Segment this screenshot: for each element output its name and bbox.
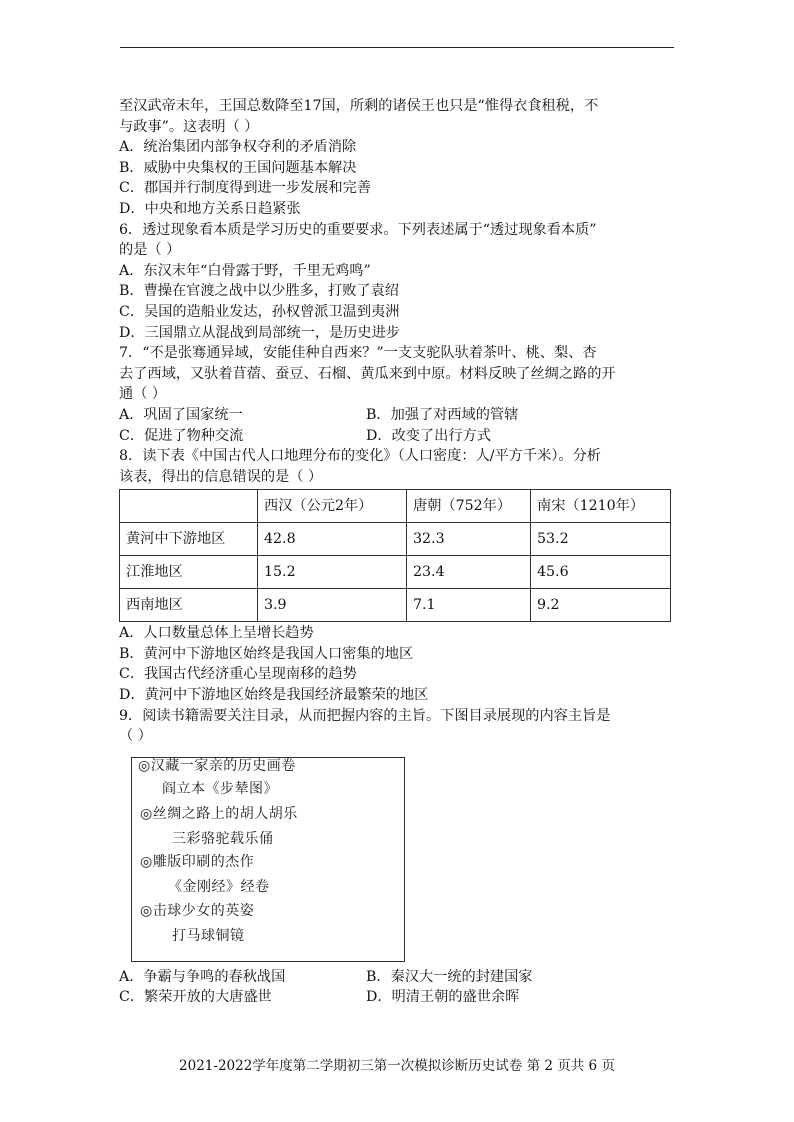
- table-header-cell: 西汉（公元2年）: [258, 490, 407, 523]
- q8-option-d: D．黄河中下游地区始终是我国经济最繁荣的地区: [119, 687, 429, 704]
- q7-option-a: A．巩固了国家统一: [119, 406, 243, 423]
- q8-option-b: B．黄河中下游地区始终是我国人口密集的地区: [119, 645, 414, 662]
- toc-entry: ◎击球少女的英姿: [140, 902, 255, 919]
- toc-entry: ◎丝绸之路上的胡人胡乐: [140, 805, 298, 822]
- q5-stem-line-2: 与政事”。这表明（ ）: [119, 118, 259, 135]
- table-cell: 西南地区: [120, 589, 258, 622]
- q6-option-a: A．东汉末年“白骨露于野，千里无鸡鸣”: [119, 262, 371, 279]
- q9-options-row-2: [119, 987, 679, 1008]
- table-header-row: [120, 490, 671, 523]
- exam-content: [119, 96, 679, 1008]
- q6-option-b: B．曹操在官渡之战中以少胜多，打败了袁绍: [119, 283, 399, 300]
- table-row: [120, 589, 671, 622]
- book-contents-image: [131, 757, 405, 962]
- q9-option-d: D．明清王朝的盛世余晖: [366, 989, 520, 1006]
- q7-stem-line-2: 去了西域，又驮着苜蓿、蚕豆、石榴、黄瓜来到中原。材料反映了丝绸之路的开: [119, 365, 616, 382]
- q7-options-row-2: [119, 426, 679, 447]
- table-cell: 53.2: [531, 523, 671, 556]
- question-7: [119, 343, 679, 446]
- q6-stem-line-2: 的是（ ）: [119, 242, 181, 259]
- table-cell: 江淮地区: [120, 556, 258, 589]
- table-cell: 15.2: [258, 556, 407, 589]
- q7-option-c: C．促进了物种交流: [119, 427, 244, 444]
- table-row: [120, 556, 671, 589]
- toc-entry: ◎雕版印刷的杰作: [140, 853, 255, 870]
- q6-option-d: D．三国鼎立从混战到局部统一，是历史进步: [119, 324, 400, 341]
- q7-stem-line-3: 通（ ）: [119, 386, 167, 403]
- table-header-cell: [120, 490, 258, 523]
- toc-entry: 《金刚经》经卷: [168, 878, 270, 895]
- toc-entry: 打马球铜镜: [172, 927, 245, 944]
- population-table: [119, 489, 671, 622]
- toc-entry: 阎立本《步辇图》: [162, 780, 278, 797]
- question-8: [119, 446, 679, 706]
- page-footer: 2021-2022学年度第二学期初三第一次模拟诊断历史试卷 第 2 页共 6 页: [179, 1058, 615, 1074]
- table-cell: 7.1: [407, 589, 531, 622]
- table-cell: 23.4: [407, 556, 531, 589]
- table-cell: 黄河中下游地区: [120, 523, 258, 556]
- q6-stem-line-1: 6．透过现象看本质是学习历史的重要要求。下列表述属于“透过现象看本质”: [119, 221, 597, 238]
- header-rule: [120, 47, 674, 48]
- table-row: [120, 523, 671, 556]
- q9-option-b: B．秦汉大一统的封建国家: [366, 968, 533, 985]
- table-cell: 9.2: [531, 589, 671, 622]
- q9-option-c: C．繁荣开放的大唐盛世: [119, 989, 272, 1006]
- question-6: [119, 220, 679, 344]
- q5-option-c: C．郡国并行制度得到进一步发展和完善: [119, 180, 372, 197]
- q6-option-c: C．吴国的造船业发达，孙权曾派卫温到夷洲: [119, 303, 400, 320]
- q7-options-row-1: [119, 405, 679, 426]
- q7-option-d: D．改变了出行方式: [366, 427, 491, 444]
- q9-options-row-1: [119, 967, 679, 988]
- q7-option-b: B．加强了对西域的管辖: [366, 406, 519, 423]
- q9-option-a: A．争霸与争鸣的春秋战国: [119, 968, 286, 985]
- toc-entry: ◎汉藏一家亲的历史画卷: [138, 757, 296, 774]
- table-header-cell: 南宋（1210年）: [531, 490, 671, 523]
- table-cell: 3.9: [258, 589, 407, 622]
- toc-entry: 三彩骆驼载乐俑: [172, 830, 274, 847]
- table-header-cell: 唐朝（752年）: [407, 490, 531, 523]
- q8-stem-line-1: 8．读下表《中国古代人口地理分布的变化》（人口密度：人/平方千米）。分析: [119, 448, 601, 465]
- q5-option-a: A．统治集团内部争权夺利的矛盾消除: [119, 139, 357, 156]
- q8-stem-line-2: 该表，得出的信息错误的是（ ）: [119, 468, 323, 485]
- table-cell: 32.3: [407, 523, 531, 556]
- q8-option-a: A．人口数量总体上呈增长趋势: [119, 625, 314, 642]
- q5-stem-line-1: 至汉武帝末年，王国总数降至17国，所剩的诸侯王也只是“惟得衣食租税，不: [119, 98, 599, 114]
- question-5: [119, 96, 679, 220]
- q7-stem-line-1: 7．“不是张骞通异域，安能佳种自西来？”一支支驼队驮着茶叶、桃、梨、杏: [119, 345, 597, 362]
- question-9: [119, 706, 679, 1008]
- q9-stem-line-2: （ ）: [119, 728, 152, 745]
- q5-option-d: D．中央和地方关系日趋紧张: [119, 200, 301, 217]
- table-cell: 45.6: [531, 556, 671, 589]
- table-cell: 42.8: [258, 523, 407, 556]
- q9-stem-line-1: 9．阅读书籍需要关注目录，从而把握内容的主旨。下图目录展现的内容主旨是: [119, 707, 611, 724]
- q5-option-b: B．威胁中央集权的王国问题基本解决: [119, 159, 357, 176]
- q8-option-c: C．我国古代经济重心呈现南移的趋势: [119, 666, 357, 683]
